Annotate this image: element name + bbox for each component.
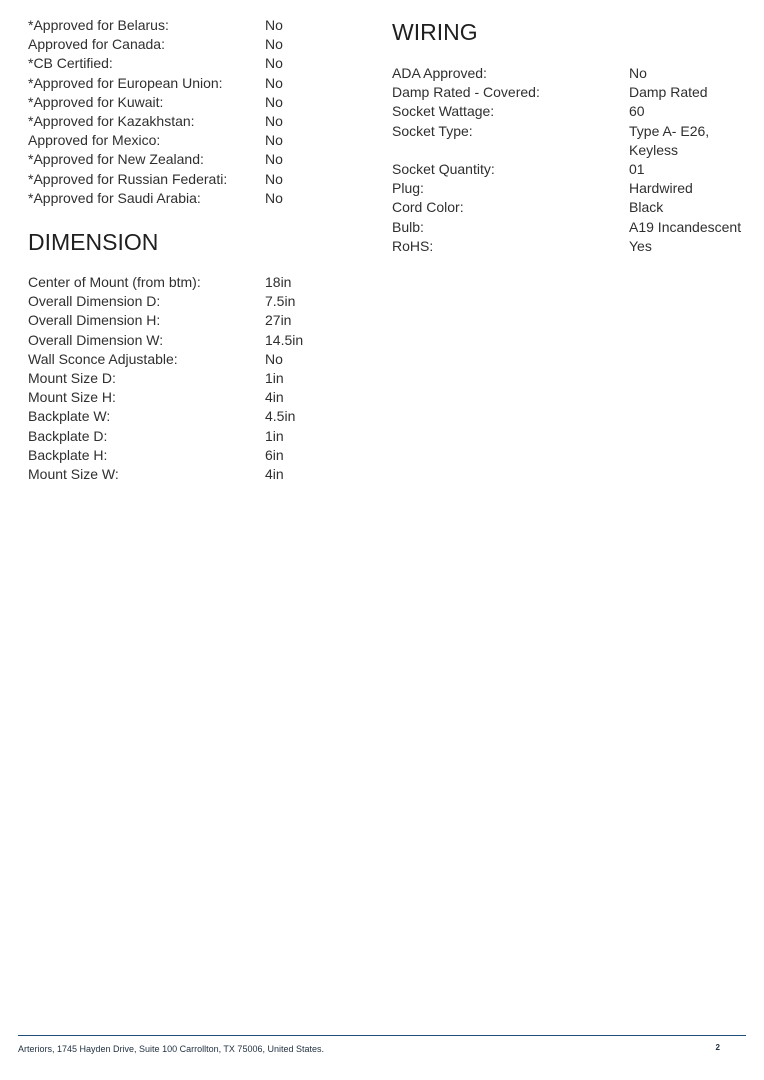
spec-row [28, 350, 358, 369]
spec-label: *Approved for European Union: [28, 74, 223, 91]
spec-row [28, 35, 358, 54]
spec-value: No [265, 74, 283, 91]
spec-value: 27in [265, 312, 292, 329]
wiring-heading: WIRING [392, 19, 478, 45]
spec-value: 4in [265, 389, 284, 406]
right-column [392, 16, 742, 256]
spec-row [28, 54, 358, 73]
spec-row [28, 93, 358, 112]
spec-row [28, 388, 358, 407]
spec-row [28, 427, 358, 446]
spec-value: No [265, 36, 283, 53]
footer-address: Arteriors, 1745 Hayden Drive, Suite 100 Carrollton, TX 75006, United States. [18, 1044, 324, 1054]
spec-label: Mount Size H: [28, 389, 116, 406]
spec-label: ADA Approved: [392, 65, 487, 81]
spec-label: Damp Rated - Covered: [392, 84, 540, 101]
spec-value: Damp Rated [629, 84, 708, 101]
spec-value: 01 [629, 161, 645, 178]
spec-label: *Approved for Russian Federati: [28, 170, 228, 187]
spec-value: 18in [265, 274, 292, 291]
page-number: 2 [715, 1043, 720, 1052]
spec-row [28, 446, 358, 465]
spec-row [28, 465, 358, 484]
dimension-heading: DIMENSION [28, 229, 159, 256]
spec-row [392, 160, 742, 179]
spec-value: No [265, 17, 283, 33]
approvals-list [28, 16, 358, 208]
spec-row [392, 218, 742, 237]
spec-value: 4in [265, 466, 284, 483]
spec-label: Backplate D: [28, 427, 108, 444]
spec-label: *Approved for Kazakhstan: [28, 113, 195, 130]
spec-label: *Approved for New Zealand: [28, 151, 204, 168]
spec-row [392, 102, 742, 121]
spec-row [28, 112, 358, 131]
spec-row [392, 237, 742, 256]
dimension-list [28, 273, 358, 484]
spec-row [392, 64, 742, 83]
spec-value: 7.5in [265, 293, 296, 310]
spec-label: Center of Mount (from btm): [28, 274, 201, 291]
spec-row [28, 407, 358, 426]
spec-label: Overall Dimension H: [28, 312, 161, 329]
spec-row [392, 179, 742, 198]
spec-value: No [265, 132, 283, 149]
spec-value: No [265, 55, 283, 72]
spec-value: No [265, 93, 283, 110]
spec-value: Hardwired [629, 180, 693, 197]
spec-row [28, 311, 358, 330]
wiring-list [392, 64, 742, 256]
left-column [28, 16, 358, 484]
spec-label: Socket Quantity: [392, 161, 495, 178]
spec-row [28, 331, 358, 350]
spec-value: Black [629, 199, 664, 216]
spec-value: 1in [265, 427, 284, 444]
spec-row [28, 369, 358, 388]
spec-value: 1in [265, 370, 284, 387]
spec-label: Socket Wattage: [392, 103, 495, 120]
spec-value: Yes [629, 237, 652, 254]
spec-label: Wall Sconce Adjustable: [28, 350, 178, 367]
spec-label: Backplate W: [28, 408, 111, 425]
spec-row [28, 170, 358, 189]
spec-row [28, 150, 358, 169]
spec-value: 60 [629, 103, 645, 120]
spec-label: *Approved for Belarus: [28, 17, 169, 33]
spec-value: Type A- E26, Keyless [629, 122, 710, 158]
spec-value: No [265, 113, 283, 130]
spec-label: Mount Size W: [28, 466, 119, 483]
spec-label: Approved for Mexico: [28, 132, 161, 149]
spec-row [392, 198, 742, 217]
spec-row [28, 74, 358, 93]
spec-label: *Approved for Kuwait: [28, 93, 164, 110]
spec-value: No [629, 65, 647, 81]
spec-label: Plug: [392, 180, 424, 197]
spec-label: *CB Certified: [28, 55, 113, 72]
spec-label: Backplate H: [28, 446, 108, 463]
spec-label: Overall Dimension D: [28, 293, 161, 310]
spec-row [28, 16, 358, 35]
spec-row [392, 83, 742, 102]
spec-label: *Approved for Saudi Arabia: [28, 189, 201, 206]
spec-row [28, 131, 358, 150]
spec-label: RoHS: [392, 237, 434, 254]
footer-divider [18, 1035, 746, 1036]
spec-label: Bulb: [392, 218, 424, 235]
spec-value: 6in [265, 446, 284, 463]
spec-value: 4.5in [265, 408, 296, 425]
spec-label: Approved for Canada: [28, 36, 165, 53]
spec-value: No [265, 350, 283, 367]
spec-value: 14.5in [265, 331, 304, 348]
spec-row [28, 292, 358, 311]
spec-value: No [265, 170, 283, 187]
spec-value: A19 Incandescent [629, 218, 742, 235]
spec-label: Mount Size D: [28, 370, 116, 387]
spec-row [28, 273, 358, 292]
spec-row [392, 122, 742, 160]
spec-label: Overall Dimension W: [28, 331, 164, 348]
spec-value: No [265, 151, 283, 168]
spec-row [28, 189, 358, 208]
spec-label: Cord Color: [392, 199, 464, 216]
spec-value: No [265, 189, 283, 206]
spec-label: Socket Type: [392, 122, 473, 139]
